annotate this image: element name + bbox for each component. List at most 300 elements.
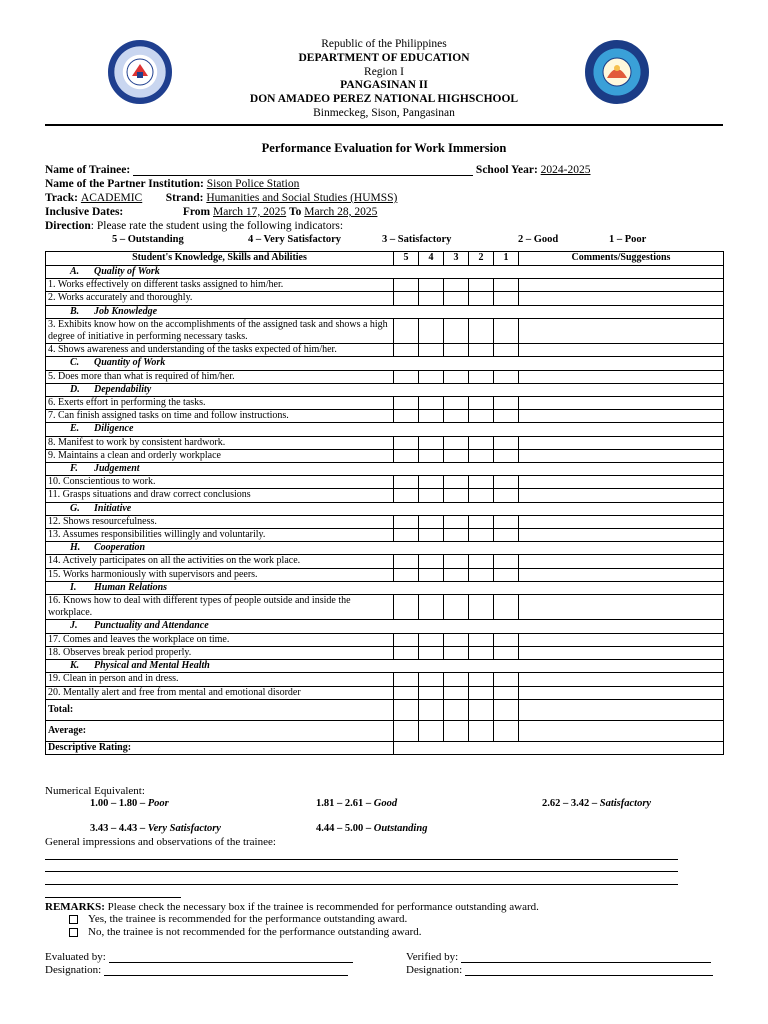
rating-cell-1[interactable] (494, 397, 519, 410)
rating-cell-2[interactable] (469, 279, 494, 292)
rating-cell-4[interactable] (419, 292, 444, 305)
designation-right-line (406, 964, 713, 976)
rating-cell-5[interactable] (394, 489, 419, 502)
rating-cell-2[interactable] (469, 568, 494, 581)
rating-cell-4[interactable] (419, 686, 444, 699)
from-value: March 17, 2025 (213, 206, 287, 218)
rating-cell-5[interactable] (394, 436, 419, 449)
range-outstanding-desc: Outstanding (373, 823, 428, 834)
rating-cell-1[interactable] (494, 318, 519, 343)
category-label (48, 542, 145, 553)
rating-cell-4[interactable] (419, 449, 444, 462)
direction-label: Direction (45, 220, 91, 232)
table-row (46, 279, 724, 292)
remarks-yes-text: Yes, the trainee is recommended for the performance outstanding award. (88, 913, 408, 925)
range-very-satisfactory (90, 823, 221, 834)
category-label (48, 306, 157, 317)
rating-cell-1[interactable] (494, 476, 519, 489)
category-row (46, 266, 724, 279)
rating-value-cell[interactable] (394, 741, 724, 754)
rating-cell-2[interactable] (469, 318, 494, 343)
category-cell (46, 357, 724, 370)
indicator-5: 5 – Outstanding (112, 234, 184, 245)
impressions-label: General impressions and observations of the trainee: (45, 836, 276, 848)
category-name: Dependability (94, 383, 152, 395)
rating-cell-1[interactable] (494, 292, 519, 305)
range-outstanding-value: 4.44 – 5.00 – (316, 823, 372, 834)
rating-cell-2[interactable] (469, 595, 494, 620)
comment-cell[interactable] (519, 489, 724, 502)
rating-cell-2[interactable] (469, 529, 494, 542)
header-2: 2 (469, 252, 494, 266)
rating-cell-5[interactable] (394, 686, 419, 699)
rating-cell-5[interactable] (394, 555, 419, 568)
category-name: Judgement (94, 463, 140, 475)
rating-cell-3[interactable] (444, 476, 469, 489)
rating-cell-1[interactable] (494, 436, 519, 449)
rating-cell-5[interactable] (394, 279, 419, 292)
partner-line (45, 178, 299, 190)
comment-cell[interactable] (519, 595, 724, 620)
criterion-text: 2. Works accurately and thoroughly. (46, 292, 394, 305)
rating-cell-2[interactable] (469, 292, 494, 305)
header-3: 3 (444, 252, 469, 266)
rating-cell-5[interactable] (394, 673, 419, 686)
average-cell-3[interactable] (444, 720, 469, 741)
range-vs-value: 3.43 – 4.43 – (90, 823, 146, 834)
range-satisfactory (542, 798, 651, 809)
category-letter: H. (70, 542, 81, 554)
rating-cell-2[interactable] (469, 370, 494, 383)
criterion-text: 4. Shows awareness and understanding of the tasks expected of him/her. (46, 344, 394, 357)
rating-cell-1[interactable] (494, 489, 519, 502)
rating-cell-4[interactable] (419, 646, 444, 659)
criterion-text: 12. Shows resourcefulness. (46, 515, 394, 528)
rating-cell-4[interactable] (419, 555, 444, 568)
partner-label: Name of the Partner Institution: (45, 178, 204, 190)
rating-cell-4[interactable] (419, 410, 444, 423)
category-name: Physical and Mental Health (94, 660, 210, 672)
rating-cell-3[interactable] (444, 633, 469, 646)
comment-cell[interactable] (519, 292, 724, 305)
rating-cell-4[interactable] (419, 318, 444, 343)
total-cell-4[interactable] (419, 699, 444, 720)
rating-cell-3[interactable] (444, 529, 469, 542)
impressions-line-3[interactable] (45, 884, 678, 885)
rating-cell-2[interactable] (469, 646, 494, 659)
rating-cell-3[interactable] (444, 397, 469, 410)
rating-cell-4[interactable] (419, 279, 444, 292)
table-row (46, 489, 724, 502)
category-row (46, 620, 724, 633)
header-republic: Republic of the Philippines (321, 38, 447, 50)
rating-cell-2[interactable] (469, 515, 494, 528)
comment-cell[interactable] (519, 344, 724, 357)
range-satisfactory-desc: Satisfactory (599, 798, 652, 809)
rating-cell-4[interactable] (419, 397, 444, 410)
numerical-label: Numerical Equivalent: (45, 785, 145, 797)
header-school: DON AMADEO PEREZ NATIONAL HIGHSCHOOL (249, 93, 519, 106)
table-row (46, 436, 724, 449)
rating-cell-1[interactable] (494, 673, 519, 686)
criterion-text: 15. Works harmoniously with supervisors and peers. (46, 568, 394, 581)
comment-cell[interactable] (519, 673, 724, 686)
criterion-text: 8. Manifest to work by consistent hardwork. (46, 436, 394, 449)
category-letter: B. (70, 305, 80, 317)
category-row (46, 660, 724, 673)
table-header-row (46, 252, 724, 266)
rating-cell-2[interactable] (469, 489, 494, 502)
designation-left-label: Designation: (45, 964, 102, 976)
rating-cell-4[interactable] (419, 344, 444, 357)
category-name: Quantity of Work (94, 357, 166, 369)
track-label: Track: (45, 192, 79, 204)
category-row (46, 502, 724, 515)
comment-cell[interactable] (519, 476, 724, 489)
verified-by-line (406, 951, 711, 963)
rating-cell-1[interactable] (494, 646, 519, 659)
category-letter: D. (70, 383, 80, 395)
range-good (316, 798, 397, 809)
category-name: Initiative (94, 502, 132, 514)
indicator-3: 3 – Satisfactory (382, 234, 452, 245)
indicator-1: 1 – Poor (609, 234, 647, 245)
rating-cell-3[interactable] (444, 449, 469, 462)
dates-label: Inclusive Dates: (45, 206, 124, 218)
category-letter: J. (70, 620, 78, 632)
rating-cell-1[interactable] (494, 515, 519, 528)
criterion-text: 16. Knows how to deal with different types of people outside and inside the workplace. (46, 595, 394, 620)
comment-cell[interactable] (519, 529, 724, 542)
designation-left-field[interactable] (104, 975, 348, 976)
category-row (46, 383, 724, 396)
rating-cell-3[interactable] (444, 344, 469, 357)
rating-cell-4[interactable] (419, 595, 444, 620)
remarks-no-option[interactable] (69, 926, 422, 938)
evaluated-by-label: Evaluated by: (45, 951, 106, 963)
category-cell (46, 660, 724, 673)
partner-value: Sison Police Station (206, 178, 300, 190)
rating-cell-3[interactable] (444, 686, 469, 699)
evaluated-by-field[interactable] (109, 962, 353, 963)
track-value: ACADEMIC (80, 192, 143, 204)
rating-label: Descriptive Rating: (46, 741, 394, 754)
direction-text: : Please rate the student using the following indicators: (90, 220, 344, 232)
rating-cell-3[interactable] (444, 646, 469, 659)
rating-cell-3[interactable] (444, 279, 469, 292)
table-row (46, 646, 724, 659)
rating-cell-5[interactable] (394, 633, 419, 646)
rating-cell-2[interactable] (469, 633, 494, 646)
category-cell (46, 502, 724, 515)
strand-value: Humanities and Social Studies (HUMSS) (206, 192, 398, 204)
rating-cell-2[interactable] (469, 673, 494, 686)
remarks-yes-option[interactable] (69, 913, 407, 925)
rating-cell-3[interactable] (444, 515, 469, 528)
dates-line (45, 206, 377, 218)
category-cell (46, 463, 724, 476)
rating-cell-3[interactable] (444, 595, 469, 620)
to-value: March 28, 2025 (304, 206, 378, 218)
category-row (46, 305, 724, 318)
rating-cell-2[interactable] (469, 344, 494, 357)
average-cell-4[interactable] (419, 720, 444, 741)
rating-cell-4[interactable] (419, 515, 444, 528)
rating-cell-5[interactable] (394, 515, 419, 528)
category-cell (46, 581, 724, 594)
category-row (46, 423, 724, 436)
table-row (46, 686, 724, 699)
rating-cell-1[interactable] (494, 410, 519, 423)
comment-cell[interactable] (519, 686, 724, 699)
rating-cell-1[interactable] (494, 449, 519, 462)
category-letter: G. (70, 502, 80, 514)
category-row (46, 357, 724, 370)
average-cell-5[interactable] (394, 720, 419, 741)
rating-cell-5[interactable] (394, 292, 419, 305)
criterion-text: 3. Exhibits know how on the accomplishments of the assigned task and shows a high degree of initiative in performing necessary tasks. (46, 318, 394, 343)
rating-cell-5[interactable] (394, 646, 419, 659)
category-cell (46, 266, 724, 279)
verified-by-label: Verified by: (406, 951, 459, 963)
rating-cell-3[interactable] (444, 410, 469, 423)
rating-cell-1[interactable] (494, 595, 519, 620)
range-poor-desc: Poor (147, 798, 169, 809)
comment-cell[interactable] (519, 397, 724, 410)
trainee-label: Name of Trainee: (45, 164, 131, 176)
rating-cell-1[interactable] (494, 686, 519, 699)
total-label: Total: (46, 699, 394, 720)
designation-left-line (45, 964, 348, 976)
rating-cell-5[interactable] (394, 476, 419, 489)
range-good-desc: Good (373, 798, 398, 809)
impressions-line-4[interactable] (45, 897, 181, 898)
header-divider (45, 124, 723, 126)
criterion-text: 10. Conscientious to work. (46, 476, 394, 489)
category-row (46, 542, 724, 555)
designation-right-field[interactable] (465, 975, 713, 976)
rating-cell-5[interactable] (394, 449, 419, 462)
rating-cell-4[interactable] (419, 436, 444, 449)
table-row (46, 476, 724, 489)
header-comments: Comments/Suggestions (519, 252, 724, 266)
category-cell (46, 305, 724, 318)
category-label (48, 384, 151, 395)
comment-cell[interactable] (519, 318, 724, 343)
rating-cell-5[interactable] (394, 318, 419, 343)
average-row (46, 720, 724, 741)
criterion-text: 17. Comes and leaves the workplace on time. (46, 633, 394, 646)
rating-cell-1[interactable] (494, 370, 519, 383)
rating-cell-1[interactable] (494, 344, 519, 357)
total-cell-1[interactable] (494, 699, 519, 720)
category-cell (46, 542, 724, 555)
range-outstanding (316, 823, 427, 834)
criterion-text: 6. Exerts effort in performing the tasks. (46, 397, 394, 410)
rating-cell-2[interactable] (469, 449, 494, 462)
rating-row (46, 741, 724, 754)
rating-cell-3[interactable] (444, 436, 469, 449)
evaluation-table (45, 251, 724, 755)
form-title: Performance Evaluation for Work Immersion (261, 141, 507, 155)
average-comment-cell[interactable] (519, 720, 724, 741)
total-cell-2[interactable] (469, 699, 494, 720)
rating-cell-5[interactable] (394, 370, 419, 383)
average-cell-2[interactable] (469, 720, 494, 741)
rating-cell-4[interactable] (419, 370, 444, 383)
remarks-label: REMARKS: (45, 901, 105, 913)
comment-cell[interactable] (519, 646, 724, 659)
comment-cell[interactable] (519, 410, 724, 423)
from-label: From (182, 206, 211, 218)
category-name: Human Relations (94, 581, 168, 593)
category-name: Job Knowledge (94, 305, 158, 317)
rating-cell-5[interactable] (394, 410, 419, 423)
rating-cell-3[interactable] (444, 292, 469, 305)
evaluated-by-line (45, 951, 353, 963)
header-division: PANGASINAN II (340, 79, 428, 92)
table-row (46, 318, 724, 343)
rating-cell-4[interactable] (419, 673, 444, 686)
rating-cell-2[interactable] (469, 476, 494, 489)
range-satisfactory-value: 2.62 – 3.42 – (542, 798, 598, 809)
table-row (46, 410, 724, 423)
category-row (46, 581, 724, 594)
rating-cell-3[interactable] (444, 568, 469, 581)
table-row (46, 292, 724, 305)
header-address: Binmeckeg, Sison, Pangasinan (313, 106, 455, 119)
school-year-label: School Year: (475, 164, 538, 176)
rating-cell-4[interactable] (419, 529, 444, 542)
category-name: Punctuality and Attendance (94, 620, 209, 632)
total-comment-cell[interactable] (519, 699, 724, 720)
table-row (46, 397, 724, 410)
category-name: Diligence (94, 423, 134, 435)
category-name: Quality of Work (94, 266, 160, 277)
comment-cell[interactable] (519, 370, 724, 383)
category-label (48, 423, 133, 434)
no-checkbox[interactable] (69, 928, 78, 937)
header-region: Region I (364, 65, 404, 78)
table-row (46, 673, 724, 686)
designation-right-label: Designation: (406, 964, 463, 976)
category-label (48, 503, 131, 514)
trainee-name-field[interactable] (133, 175, 473, 176)
range-good-value: 1.81 – 2.61 – (316, 798, 372, 809)
to-label: To (289, 206, 302, 218)
rating-cell-3[interactable] (444, 555, 469, 568)
header-1: 1 (494, 252, 519, 266)
rating-cell-2[interactable] (469, 555, 494, 568)
impressions-line-2[interactable] (45, 871, 678, 872)
table-row (46, 633, 724, 646)
rating-cell-5[interactable] (394, 595, 419, 620)
rating-cell-1[interactable] (494, 529, 519, 542)
rating-cell-1[interactable] (494, 555, 519, 568)
total-cell-3[interactable] (444, 699, 469, 720)
rating-cell-2[interactable] (469, 686, 494, 699)
category-letter: E. (70, 423, 80, 435)
rating-cell-4[interactable] (419, 568, 444, 581)
comment-cell[interactable] (519, 449, 724, 462)
range-poor (90, 798, 169, 809)
rating-cell-1[interactable] (494, 633, 519, 646)
table-row (46, 344, 724, 357)
rating-cell-2[interactable] (469, 436, 494, 449)
rating-cell-5[interactable] (394, 397, 419, 410)
criterion-text: 11. Grasps situations and draw correct conclusions (46, 489, 394, 502)
school-year-value: 2024-2025 (540, 164, 591, 176)
yes-checkbox[interactable] (69, 915, 78, 924)
rating-cell-3[interactable] (444, 673, 469, 686)
rating-cell-4[interactable] (419, 489, 444, 502)
header-skills: Student's Knowledge, Skills and Abilities (46, 252, 394, 266)
criterion-text: 19. Clean in person and in dress. (46, 673, 394, 686)
rating-cell-5[interactable] (394, 529, 419, 542)
verified-by-field[interactable] (461, 962, 711, 963)
track-line (45, 192, 397, 204)
rating-cell-4[interactable] (419, 476, 444, 489)
comment-cell[interactable] (519, 568, 724, 581)
criterion-text: 9. Maintains a clean and orderly workplace (46, 449, 394, 462)
average-label: Average: (46, 720, 394, 741)
total-cell-5[interactable] (394, 699, 419, 720)
criterion-text: 20. Mentally alert and free from mental and emotional disorder (46, 686, 394, 699)
direction-line (45, 220, 343, 232)
comment-cell[interactable] (519, 633, 724, 646)
rating-cell-5[interactable] (394, 344, 419, 357)
comment-cell[interactable] (519, 515, 724, 528)
criterion-text: 5. Does more than what is required of him/her. (46, 370, 394, 383)
comment-cell[interactable] (519, 436, 724, 449)
category-label (48, 582, 167, 593)
range-vs-desc: Very Satisfactory (147, 823, 221, 834)
category-letter: A. (70, 266, 80, 277)
table-row (46, 595, 724, 620)
category-label (48, 620, 209, 631)
rating-cell-1[interactable] (494, 568, 519, 581)
rating-cell-5[interactable] (394, 568, 419, 581)
category-row (46, 463, 724, 476)
table-row (46, 555, 724, 568)
category-cell (46, 423, 724, 436)
rating-cell-1[interactable] (494, 279, 519, 292)
rating-cell-2[interactable] (469, 397, 494, 410)
criterion-text: 7. Can finish assigned tasks on time and follow instructions. (46, 410, 394, 423)
comment-cell[interactable] (519, 555, 724, 568)
rating-cell-3[interactable] (444, 489, 469, 502)
rating-cell-2[interactable] (469, 410, 494, 423)
category-letter: K. (70, 660, 80, 672)
header-department: DEPARTMENT OF EDUCATION (298, 51, 470, 64)
strand-label: Strand: (165, 192, 204, 204)
indicator-4: 4 – Very Satisfactory (248, 234, 342, 245)
category-cell (46, 383, 724, 396)
impressions-line-1[interactable] (45, 859, 678, 860)
document-header (0, 38, 768, 121)
comment-cell[interactable] (519, 279, 724, 292)
remarks-line (45, 901, 539, 913)
rating-cell-3[interactable] (444, 370, 469, 383)
category-letter: I. (70, 581, 77, 593)
rating-cell-4[interactable] (419, 633, 444, 646)
header-5: 5 (394, 252, 419, 266)
category-label (48, 463, 140, 474)
average-cell-1[interactable] (494, 720, 519, 741)
criterion-text: 1. Works effectively on different tasks assigned to him/her. (46, 279, 394, 292)
category-label (48, 266, 160, 277)
rating-cell-3[interactable] (444, 318, 469, 343)
